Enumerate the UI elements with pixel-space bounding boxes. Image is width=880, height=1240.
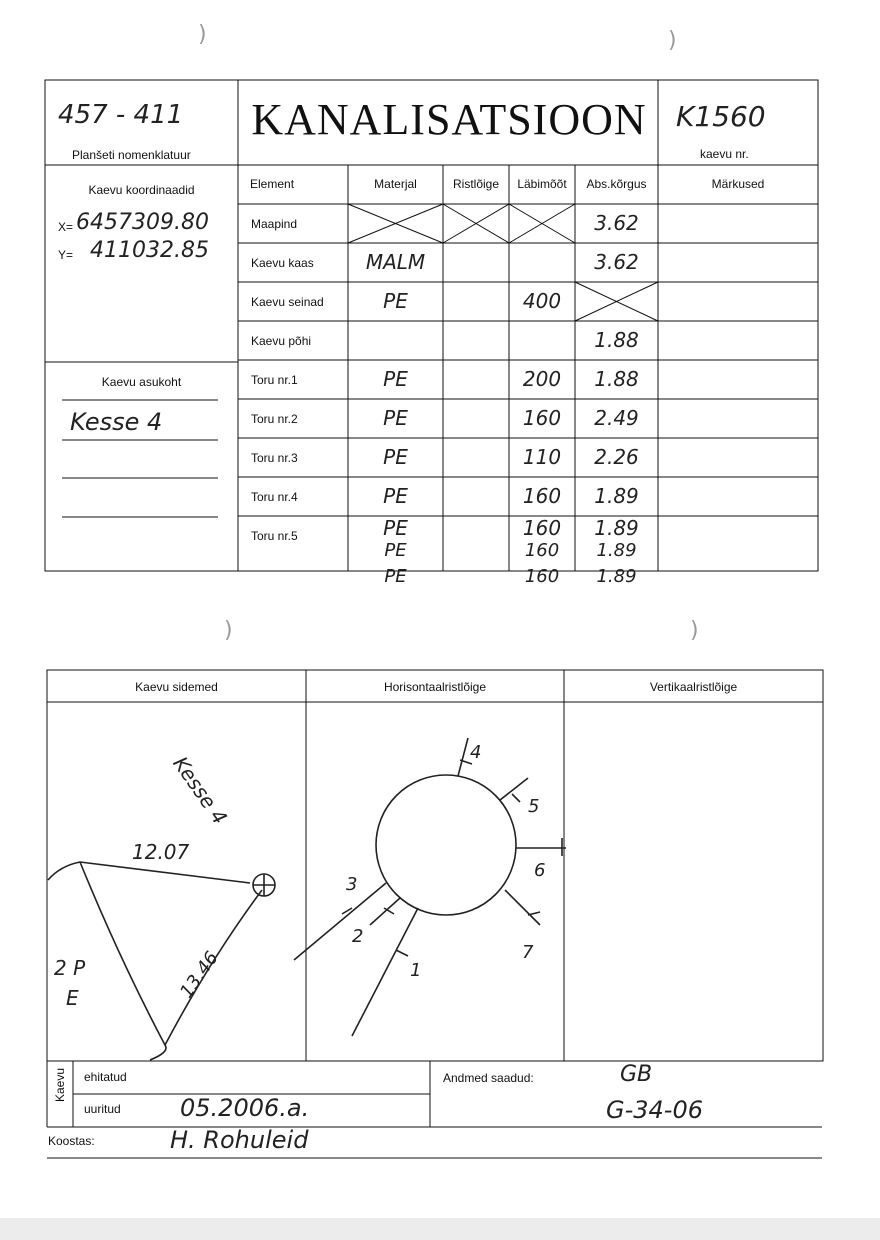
compiled-value: H. Rohuleid — [170, 1126, 309, 1154]
plan-label: Planšeti nomenklatuur — [72, 148, 191, 162]
row-diameter: 200 — [522, 367, 562, 391]
row-material: PE — [383, 367, 408, 391]
horizontal-sketch-lines — [294, 738, 566, 1036]
well-number: K1560 — [676, 100, 766, 133]
row-element-label: Kaevu kaas — [251, 256, 314, 270]
pipe-number-label: 6 — [534, 860, 546, 881]
punch-hole-mark: ) — [198, 22, 207, 47]
ties-corner-note-2: E — [66, 986, 79, 1010]
row-element-label: Toru nr.2 — [251, 412, 298, 426]
data-code: G-34-06 — [606, 1096, 703, 1124]
surveyed-value: 05.2006.a. — [180, 1094, 310, 1122]
row-diameter: 400 — [522, 289, 562, 313]
column-header: Ristlõige — [452, 177, 500, 191]
y-coordinate: 411032.85 — [90, 238, 209, 263]
row-diameter: 160 — [522, 516, 562, 540]
row-element-label: Toru nr.5 — [251, 529, 298, 543]
row-element-label: Kaevu põhi — [251, 334, 312, 348]
column-header: Materjal — [374, 177, 417, 191]
row-diameter: 160 — [522, 484, 562, 508]
surveyed-label: uuritud — [84, 1102, 121, 1116]
pipe-number-label: 2 — [352, 926, 364, 947]
compiled-label: Koostas: — [48, 1134, 95, 1148]
extra-material: PE — [384, 540, 407, 561]
row-abs-height: 1.89 — [594, 516, 639, 540]
row-element-label: Toru nr.3 — [251, 451, 298, 465]
column-header: Abs.kõrgus — [586, 177, 647, 191]
punch-hole-mark: ) — [668, 28, 677, 53]
row-material: PE — [383, 289, 408, 313]
row-material: MALM — [365, 250, 426, 274]
vertical-section-label: Vertikaalristlõige — [649, 680, 738, 694]
plan-number: 457 - 411 — [58, 100, 184, 130]
extra-material: PE — [384, 566, 407, 587]
row-material: PE — [383, 445, 408, 469]
y-prefix: Y= — [58, 248, 74, 262]
extra-diameter: 160 — [524, 540, 560, 561]
location-value: Kesse 4 — [70, 408, 163, 436]
extra-diameter: 160 — [524, 566, 560, 587]
row-element-label: Toru nr.4 — [251, 490, 298, 504]
pipe-number-label: 4 — [470, 742, 482, 763]
x-coordinate: 6457309.80 — [76, 210, 209, 235]
punch-hole-mark: ) — [690, 618, 699, 643]
page-title: KANALISATSIOON — [251, 95, 647, 144]
row-element-label: Maapind — [251, 217, 298, 231]
row-diameter: 160 — [522, 406, 562, 430]
row-diameter: 110 — [522, 445, 562, 469]
pipe-number-label: 5 — [528, 796, 540, 817]
ties-distance-top: 12.07 — [132, 840, 190, 864]
data-from-label: Andmed saadud: — [443, 1071, 534, 1085]
row-element-label: Toru nr.1 — [251, 373, 298, 387]
well-vertical-label: Kaevu — [53, 1067, 67, 1102]
pipe-number-label: 1 — [410, 960, 422, 981]
row-abs-height: 2.49 — [594, 406, 639, 430]
horizontal-section-label: Horisontaalristlõige — [383, 680, 487, 694]
built-label: ehitatud — [84, 1070, 127, 1084]
row-material: PE — [383, 484, 408, 508]
ties-distance-diagonal: 13.46 — [176, 947, 223, 1003]
row-material: PE — [383, 516, 408, 540]
row-abs-height: 3.62 — [594, 250, 639, 274]
pipe-number-label: 7 — [522, 942, 534, 963]
row-abs-height: 1.88 — [594, 367, 639, 391]
row-abs-height: 1.89 — [594, 484, 639, 508]
column-header: Element — [250, 177, 295, 191]
ties-section-label: Kaevu sidemed — [135, 680, 218, 694]
column-header: Märkused — [711, 177, 765, 191]
pipe-number-label: 3 — [346, 874, 358, 895]
extra-abs-height: 1.89 — [596, 566, 637, 587]
row-abs-height: 2.26 — [594, 445, 639, 469]
column-header: Läbimõõt — [517, 177, 567, 191]
row-material: PE — [383, 406, 408, 430]
ties-street-note: Kesse 4 — [168, 752, 233, 829]
data-from-value: GB — [620, 1062, 653, 1087]
row-abs-height: 3.62 — [594, 211, 639, 235]
well-number-label: kaevu nr. — [700, 147, 749, 161]
extra-abs-height: 1.89 — [596, 540, 637, 561]
location-label: Kaevu asukoht — [101, 375, 182, 389]
row-abs-height: 1.88 — [594, 328, 639, 352]
row-element-label: Kaevu seinad — [251, 295, 324, 309]
ties-corner-note: 2 P — [54, 956, 86, 980]
scan-edge — [0, 1218, 880, 1240]
x-prefix: X= — [58, 220, 74, 234]
punch-hole-mark: ) — [224, 618, 233, 643]
coordinates-label: Kaevu koordinaadid — [88, 183, 195, 197]
